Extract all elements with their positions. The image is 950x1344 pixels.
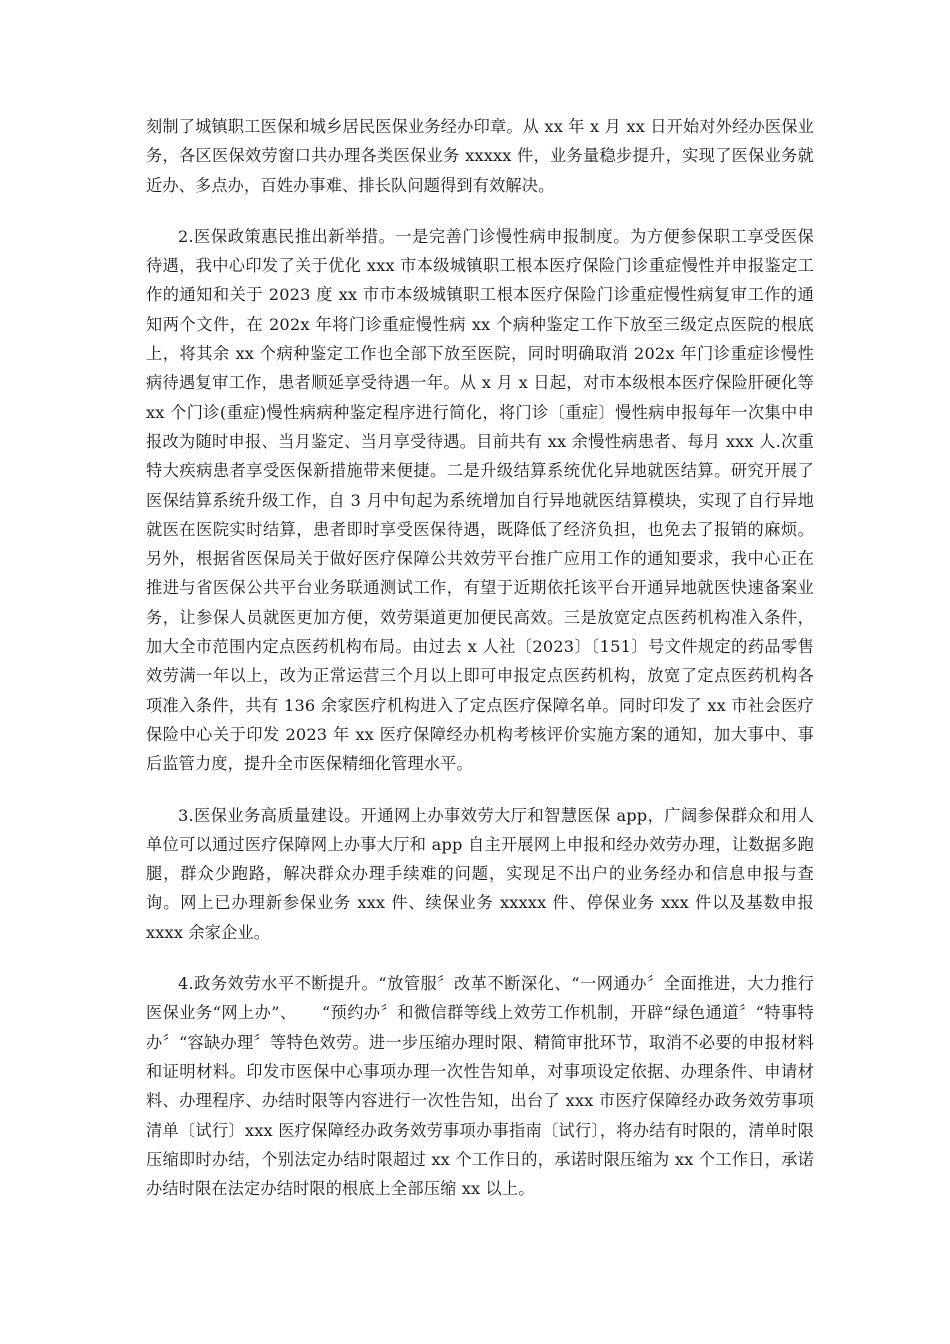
document-body [146,112,814,1203]
paragraph-section-4: 4.政务效劳水平不断提升。“放管服〞改革不断深化、“一网通办〞全面推进，大力推行医保业务“网上办”、 “预约办〞和微信群等线上效劳工作机制，开辟“绿色通道〞“特事特办〞“容缺办理〞等特色效劳。进一步压缩办理时限、精简审批环节，取消不必要的申报材料和证明材料。印发市医保中心事项办理一次性告知单，对事项设定依据、办理条件、申请材料、办理程序、办结时限等内容进行一次性告知，出台了 xxx 市医疗保障经办政务效劳事项清单〔试行〕xxx 医疗保障经办政务效劳事项办事指南〔试行〕，将办结有时限的，清单时限压缩即时办结，个别法定办结时限超过 xx 个工作日的，承诺时限压缩为 xx 个工作日，承诺办结时限在法定办结时限的根底上全部压缩 xx 以上。 [146,974,814,1199]
paragraph-section-2: 2.医保政策惠民推出新举措。一是完善门诊慢性病申报制度。为方便参保职工享受医保待遇，我中心印发了关于优化 xxx 市本级城镇职工根本医疗保险门诊重症慢性并申报鉴定工作的通知和关于 2023 度 xx 市市本级城镇职工根本医疗保险门诊重症慢性病复审工作的通知两个文件，在 202x 年将门诊重症慢性病 xx 个病种鉴定工作下放至三级定点医院的根底上，将其余 xx 个病种鉴定工作也全部下放至医院，同时明确取消 202x 年门诊重症诊慢性病待遇复审工作，患者顺延享受待遇一年。从 x 月 x 日起，对市本级根本医疗保险肝硬化等 xx 个门诊(重症)慢性病病种鉴定程序进行简化，将门诊〔重症〕慢性病申报每年一次集中申报改为随时申报、当月鉴定、当月享受待遇。目前共有 xx 余慢性病患者、每月 xxx 人.次重特大疾病患者享受医保新措施带来便捷。二是升级结算系统优化异地就医结算。研究开展了医保结算系统升级工作，自 3 月中旬起为系统增加自行异地就医结算模块，实现了自行异地就医在医院实时结算，患者即时享受医保待遇，既降低了经济负担，也免去了报销的麻烦。另外，根据省医保局关于做好医疗保障公共效劳平台推广应用工作的通知要求，我中心正在推进与省医保公共平台业务联通测试工作，有望于近期依托该平台开通异地就医快速备案业务，让参保人员就医更加方便，效劳渠道更加便民高效。三是放宽定点医药机构准入条件，加大全市范围内定点医药机构布局。由过去 x 人社〔2023〕〔151〕号文件规定的药品零售效劳满一年以上，改为正常运营三个月以上即可申报定点医药机构，放宽了定点医药机构各项准入条件，共有 136 余家医疗机构进入了定点医疗保障名单。同时印发了 xx 市社会医疗保险中心关于印发 2023 年 xx 医疗保障经办机构考核评价实施方案的通知，加大事中、事后监管力度，提升全市医保精细化管理水平。 [146,226,814,774]
paragraph-continuation: 刻制了城镇职工医保和城乡居民医保业务经办印章。从 xx 年 x 月 xx 日开始对外经办医保业务，各区医保效劳窗口共办理各类医保业务 xxxxx 件，业务量稳步提升，实现了医保业务就近办、多点办，百姓办事难、排长队问题得到有效解决。 [146,117,814,195]
paragraph-section-3: 3.医保业务高质量建设。开通网上办事效劳大厅和智慧医保 app，广阔参保群众和用人单位可以通过医疗保障网上办事大厅和 app 自主开展网上申报和经办效劳办理，让数据多跑腿，群众少跑路，解决群众办理手续难的问题，实现足不出户的业务经办和信息申报与查询。网上已办理新参保业务 xxx 件、续保业务 xxxxx 件、停保业务 xxx 件以及基数申报 xxxx 余家企业。 [146,805,814,942]
